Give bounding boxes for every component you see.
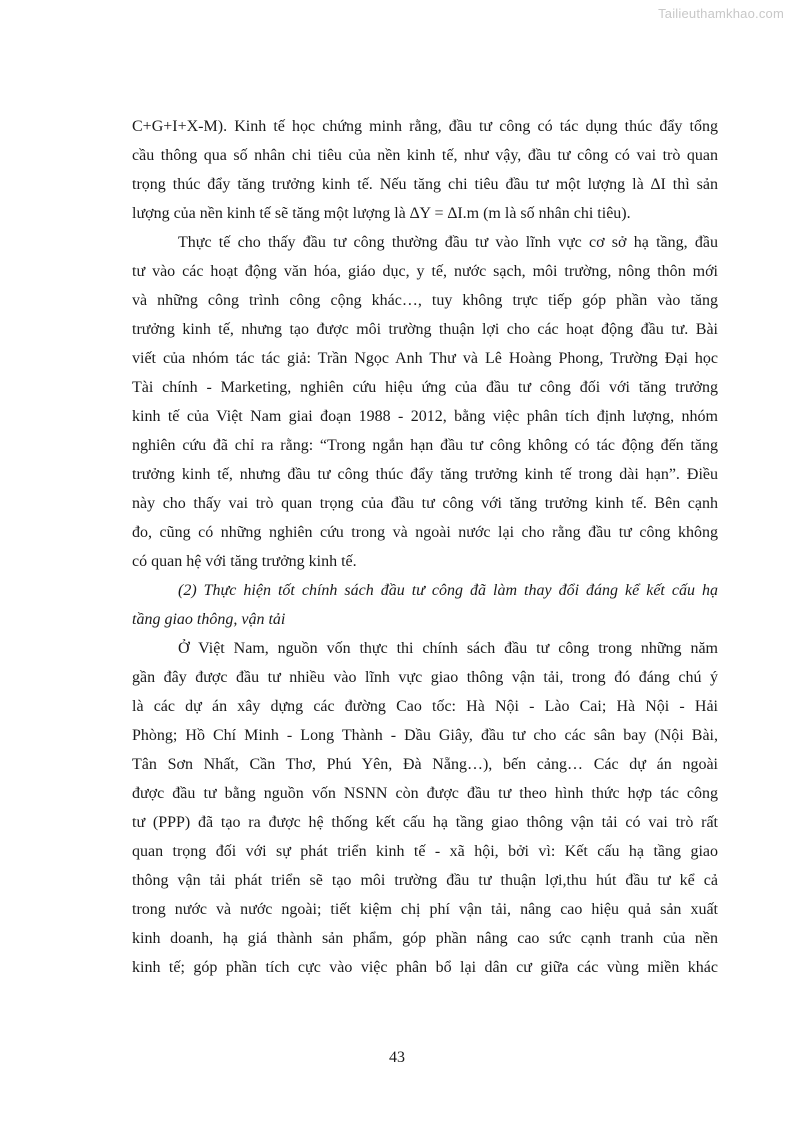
text-line: nghiên cứu đã chỉ ra rằng: “Trong ngắn hạn đầu tư công không có tác động đến tăng (132, 437, 718, 454)
page-number: 43 (389, 1049, 405, 1066)
text-line: tư (PPP) đã tạo ra được hệ thống kết cấu hạ tầng giao thông vận tải có vai trò rất (132, 814, 718, 831)
text-line: lượng của nền kinh tế sẽ tăng một lượng là ∆Y = ∆I.m (m là số nhân chi tiêu). (132, 205, 631, 222)
text-line: được đầu tư bằng nguồn vốn NSNN còn được đầu tư theo hình thức hợp tác công (132, 785, 718, 802)
text-line: trong nước và nước ngoài; tiết kiệm chị phí vận tải, nâng cao hiệu quả sản xuất (132, 901, 718, 918)
text-line: tư vào các hoạt động văn hóa, giáo dục, y tế, nước sạch, môi trường, nông thôn mới (132, 263, 718, 280)
text-line: cầu thông qua số nhân chi tiêu của nền kinh tế, như vậy, đầu tư công có vai trò quan (132, 147, 718, 164)
text-line: quan trọng đối với sự phát triển kinh tế - xã hội, bởi vì: Kết cấu hạ tầng giao (132, 843, 718, 860)
text-line: Ở Việt Nam, nguồn vốn thực thi chính sách đầu tư công trong những năm (178, 640, 718, 657)
text-line: và những công trình công cộng khác…, tuy không trực tiếp góp phần vào tăng (132, 292, 718, 309)
text-line: kinh doanh, hạ giá thành sản phẩm, góp phần nâng cao sức cạnh tranh của nền (132, 930, 718, 947)
text-line: gần đây được đầu tư nhiều vào lĩnh vực giao thông vận tải, trong đó đáng chú ý (132, 669, 718, 686)
text-line: kinh tế của Việt Nam giai đoạn 1988 - 2012, bằng việc phân tích định lượng, nhóm (132, 408, 718, 425)
text-line: C+G+I+X-M). Kinh tế học chứng minh rằng, đầu tư công có tác dụng thúc đẩy tổng (132, 118, 718, 135)
document-body (132, 112, 718, 982)
text-line: trưởng kinh tế, nhưng đầu tư công thúc đẩy tăng trưởng kinh tế trong dài hạn”. Điều (132, 466, 718, 483)
watermark-text: Tailieuthamkhao.com (658, 6, 784, 21)
text-line: viết của nhóm tác tác giả: Trần Ngọc Anh Thư và Lê Hoàng Phong, Trường Đại học (132, 350, 718, 367)
text-line: Phòng; Hồ Chí Minh - Long Thành - Dầu Giây, đầu tư cho các sân bay (Nội Bài, (132, 727, 718, 744)
text-line: Thực tế cho thấy đầu tư công thường đầu tư vào lĩnh vực cơ sở hạ tầng, đầu (178, 234, 718, 251)
text-line: có quan hệ với tăng trưởng kinh tế. (132, 553, 357, 570)
text-line: Tài chính - Marketing, nghiên cứu hiệu ứng của đầu tư công đối với tăng trưởng (132, 379, 718, 396)
text-line: trọng thúc đẩy tăng trưởng kinh tế. Nếu tăng chi tiêu đầu tư một lượng là ∆I thì sản (132, 176, 718, 193)
text-line: đo, cũng có những nghiên cứu trong và ngoài nước lại cho rằng đầu tư công không (132, 524, 718, 541)
text-line: (2) Thực hiện tốt chính sách đầu tư công đã làm thay đổi đáng kể kết cấu hạ (178, 582, 718, 599)
text-line: là các dự án xây dựng các đường Cao tốc: Hà Nội - Lào Cai; Hà Nội - Hải (132, 698, 718, 715)
text-line: trưởng kinh tế, nhưng tạo được môi trường thuận lợi cho các hoạt động đầu tư. Bài (132, 321, 718, 338)
text-line: Tân Sơn Nhất, Cần Thơ, Phú Yên, Đà Nẵng…), bến cảng… Các dự án ngoài (132, 756, 718, 773)
text-line: tầng giao thông, vận tải (132, 611, 286, 628)
text-line: này cho thấy vai trò quan trọng của đầu tư công với tăng trưởng kinh tế. Bên cạnh (132, 495, 718, 512)
text-line: thông vận tải phát triển sẽ tạo môi trường đầu tư thuận lợi,thu hút đầu tư kể cả (132, 872, 718, 889)
text-line: kinh tế; góp phần tích cực vào việc phân bổ lại dân cư giữa các vùng miền khác (132, 959, 718, 976)
